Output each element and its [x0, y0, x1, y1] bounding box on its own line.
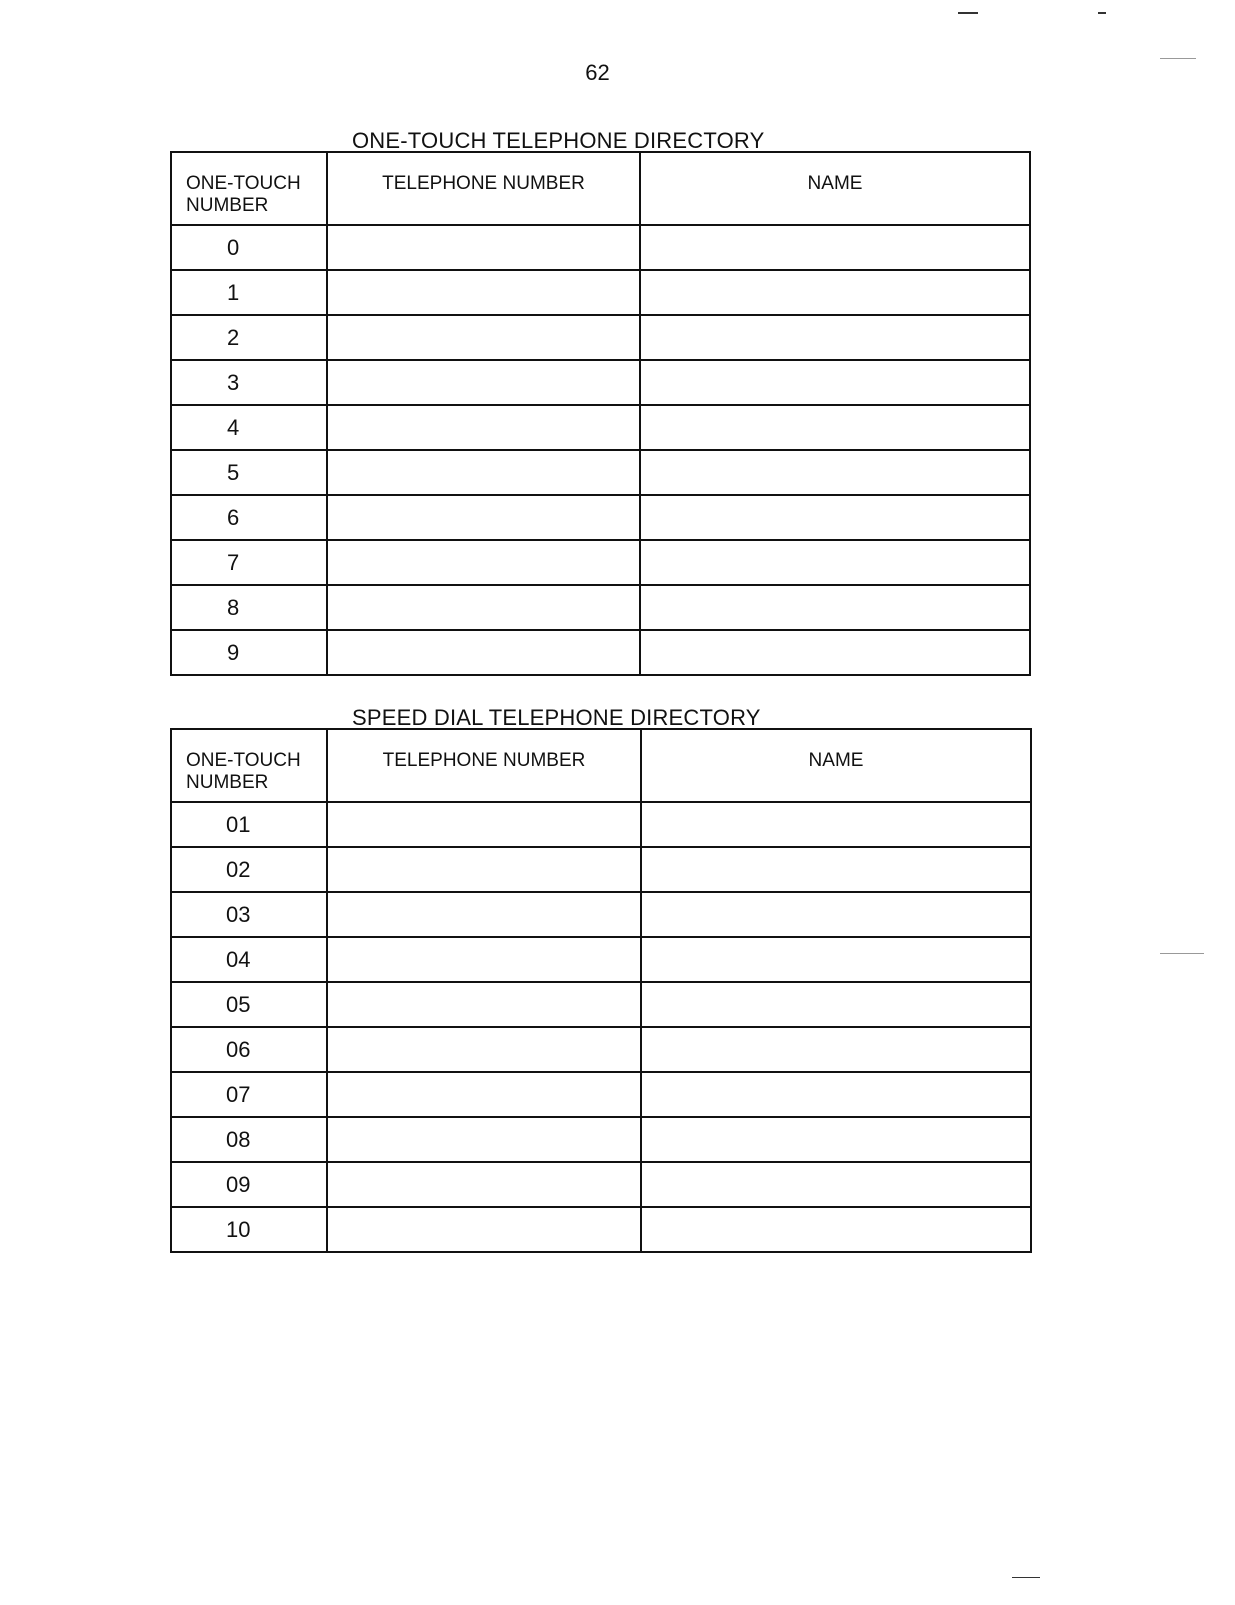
header-one-touch-number: ONE-TOUCH NUMBER [171, 729, 327, 802]
scan-mark [958, 12, 978, 14]
telephone-number-cell [327, 585, 640, 630]
telephone-number-cell [327, 937, 641, 982]
row-number: 2 [171, 315, 327, 360]
row-number: 8 [171, 585, 327, 630]
telephone-number-cell [327, 225, 640, 270]
name-cell [640, 405, 1030, 450]
name-cell [640, 360, 1030, 405]
table-row [171, 982, 1031, 1027]
name-cell [641, 937, 1031, 982]
header-name: NAME [641, 729, 1031, 802]
name-cell [640, 585, 1030, 630]
table-row [171, 270, 1030, 315]
name-cell [641, 1207, 1031, 1252]
table-row [171, 847, 1031, 892]
table-row [171, 1117, 1031, 1162]
table-row [171, 1162, 1031, 1207]
telephone-number-cell [327, 405, 640, 450]
speed-dial-directory-table [170, 728, 1032, 1253]
row-number: 07 [171, 1072, 327, 1117]
telephone-number-cell [327, 270, 640, 315]
table-row [171, 1072, 1031, 1117]
header-one-touch-number: ONE-TOUCH NUMBER [171, 152, 327, 225]
name-cell [640, 225, 1030, 270]
header-telephone-number: TELEPHONE NUMBER [327, 152, 640, 225]
name-cell [641, 847, 1031, 892]
row-number: 5 [171, 450, 327, 495]
telephone-number-cell [327, 1072, 641, 1117]
name-cell [641, 1027, 1031, 1072]
scan-mark [1012, 1577, 1040, 1578]
name-cell [640, 540, 1030, 585]
row-number: 4 [171, 405, 327, 450]
table-row [171, 450, 1030, 495]
scan-mark [1098, 12, 1106, 14]
header-telephone-number: TELEPHONE NUMBER [327, 729, 641, 802]
scan-mark [1160, 953, 1204, 954]
one-touch-directory-title: ONE-TOUCH TELEPHONE DIRECTORY [352, 128, 765, 153]
row-number: 05 [171, 982, 327, 1027]
telephone-number-cell [327, 495, 640, 540]
table-row [171, 802, 1031, 847]
row-number: 1 [171, 270, 327, 315]
telephone-number-cell [327, 1207, 641, 1252]
row-number: 9 [171, 630, 327, 675]
name-cell [641, 1117, 1031, 1162]
telephone-number-cell [327, 982, 641, 1027]
telephone-number-cell [327, 1162, 641, 1207]
table-row [171, 1207, 1031, 1252]
name-cell [640, 315, 1030, 360]
row-number: 08 [171, 1117, 327, 1162]
table-row [171, 937, 1031, 982]
table-row [171, 540, 1030, 585]
table-row [171, 360, 1030, 405]
table-row [171, 585, 1030, 630]
table-row [171, 225, 1030, 270]
telephone-number-cell [327, 315, 640, 360]
table-row [171, 1027, 1031, 1072]
telephone-number-cell [327, 360, 640, 405]
name-cell [641, 802, 1031, 847]
table-row [171, 495, 1030, 540]
telephone-number-cell [327, 892, 641, 937]
row-number: 0 [171, 225, 327, 270]
row-number: 3 [171, 360, 327, 405]
name-cell [640, 270, 1030, 315]
row-number: 03 [171, 892, 327, 937]
page-number: 62 [585, 60, 610, 85]
name-cell [640, 450, 1030, 495]
table-row [171, 892, 1031, 937]
name-cell [641, 1072, 1031, 1117]
table-row [171, 630, 1030, 675]
row-number: 02 [171, 847, 327, 892]
name-cell [640, 495, 1030, 540]
row-number: 01 [171, 802, 327, 847]
telephone-number-cell [327, 1027, 641, 1072]
name-cell [641, 982, 1031, 1027]
telephone-number-cell [327, 630, 640, 675]
telephone-number-cell [327, 450, 640, 495]
row-number: 09 [171, 1162, 327, 1207]
row-number: 6 [171, 495, 327, 540]
name-cell [640, 630, 1030, 675]
row-number: 7 [171, 540, 327, 585]
table-row [171, 405, 1030, 450]
telephone-number-cell [327, 1117, 641, 1162]
scan-mark [1160, 58, 1196, 59]
telephone-number-cell [327, 847, 641, 892]
row-number: 06 [171, 1027, 327, 1072]
row-number: 04 [171, 937, 327, 982]
telephone-number-cell [327, 802, 641, 847]
row-number: 10 [171, 1207, 327, 1252]
name-cell [641, 1162, 1031, 1207]
header-name: NAME [640, 152, 1030, 225]
table-row [171, 315, 1030, 360]
name-cell [641, 892, 1031, 937]
one-touch-directory-table [170, 151, 1031, 676]
speed-dial-directory-title: SPEED DIAL TELEPHONE DIRECTORY [352, 705, 761, 730]
telephone-number-cell [327, 540, 640, 585]
